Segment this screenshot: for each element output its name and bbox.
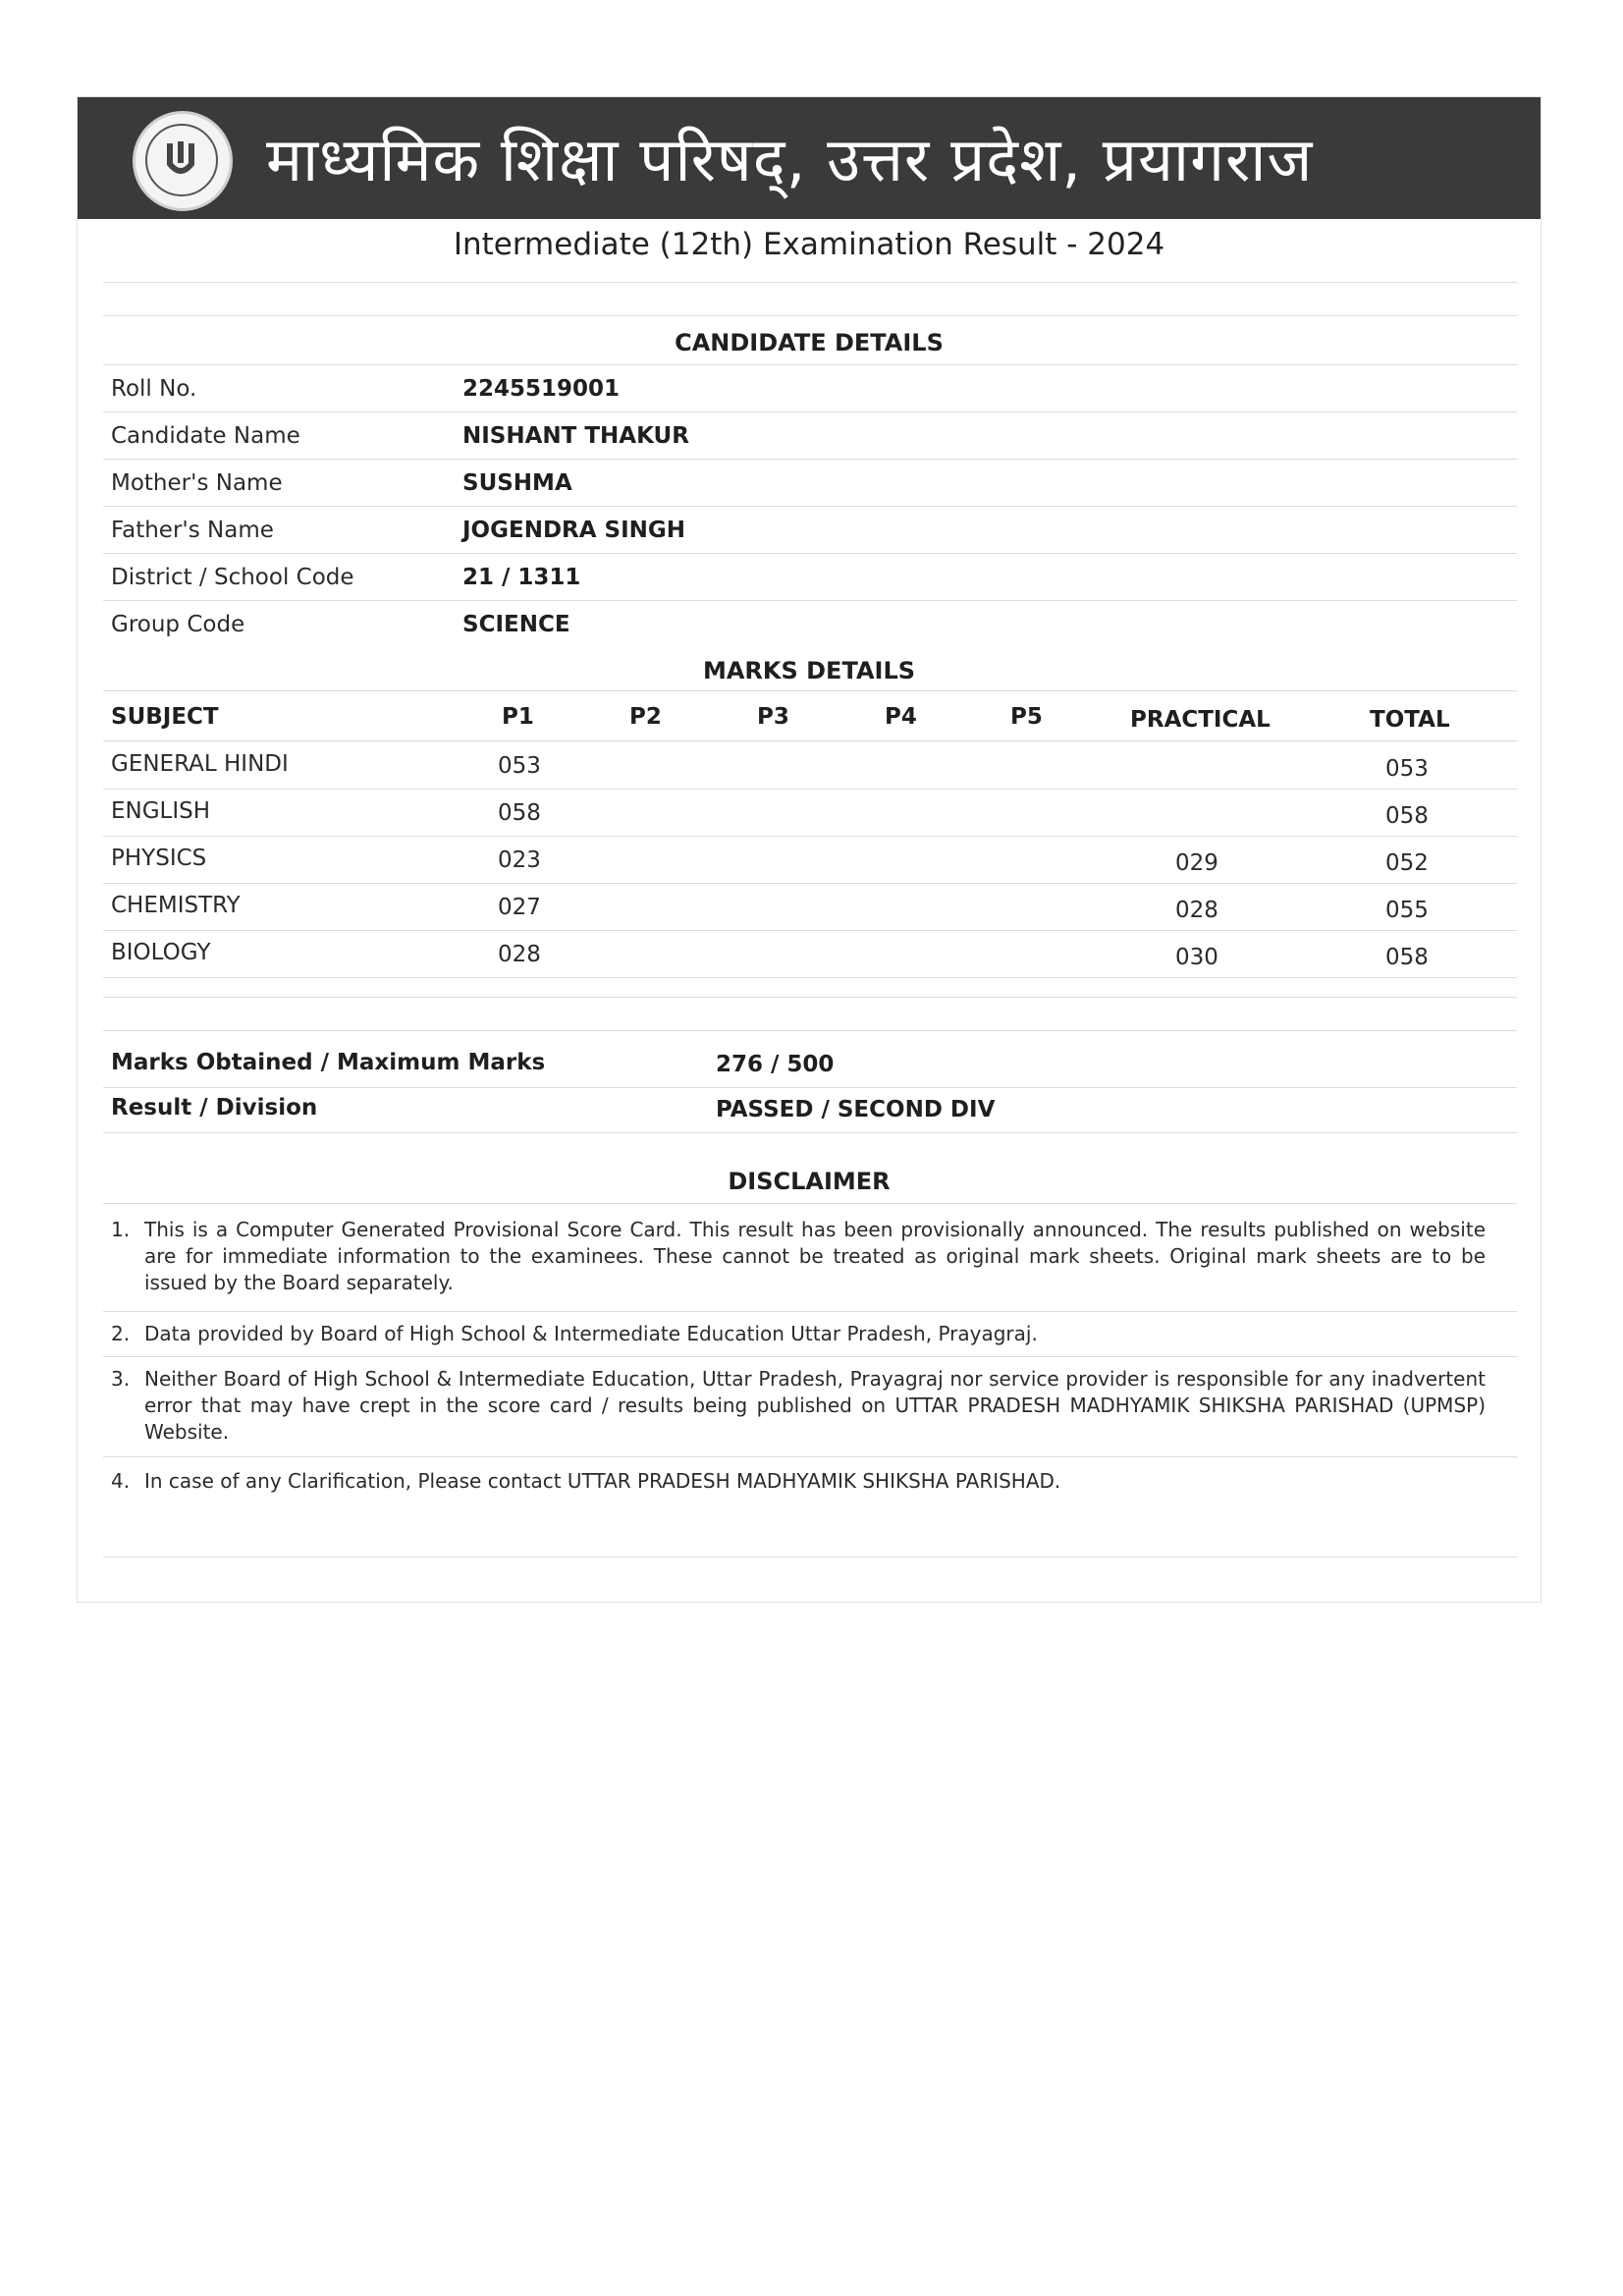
divider	[103, 997, 1517, 998]
subject-name: CHEMISTRY	[111, 893, 241, 918]
candidate-name-value: NISHANT THAKUR	[462, 423, 689, 449]
total-marks: 058	[1385, 945, 1429, 970]
district-school-code-label: District / School Code	[111, 565, 354, 590]
result-division-label: Result / Division	[111, 1095, 318, 1121]
disclaimer-item	[111, 1468, 1486, 1495]
divider	[103, 883, 1517, 884]
col-header-p1: P1	[502, 704, 534, 730]
disclaimer-text: Data provided by Board of High School & Intermediate Education Uttar Pradesh, Prayagraj.	[144, 1322, 1038, 1345]
divider	[103, 411, 1517, 412]
marks-obtained-value: 276 / 500	[716, 1052, 835, 1077]
divider	[103, 364, 1517, 365]
disclaimer-text: In case of any Clarification, Please contact UTTAR PRADESH MADHYAMIK SHIKSHA PARISHAD.	[144, 1469, 1061, 1493]
divider	[103, 1311, 1517, 1312]
subject-name: PHYSICS	[111, 846, 207, 871]
divider	[103, 789, 1517, 790]
candidate-details-title: CANDIDATE DETAILS	[675, 329, 944, 356]
col-header-p3: P3	[757, 704, 789, 730]
disclaimer-item	[111, 1321, 1486, 1347]
divider	[103, 1132, 1517, 1133]
roll-no-value: 2245519001	[462, 376, 621, 402]
total-marks: 055	[1385, 898, 1429, 923]
divider	[103, 600, 1517, 601]
divider	[103, 740, 1517, 741]
roll-no-label: Roll No.	[111, 376, 197, 402]
total-marks: 053	[1385, 756, 1429, 782]
subject-name: ENGLISH	[111, 798, 211, 824]
result-division-value: PASSED / SECOND DIV	[716, 1097, 996, 1122]
subject-name: BIOLOGY	[111, 940, 211, 965]
divider	[103, 553, 1517, 554]
col-header-practical: PRACTICAL	[1130, 707, 1271, 733]
father-name-label: Father's Name	[111, 518, 274, 543]
divider	[103, 1557, 1517, 1558]
group-code-value: SCIENCE	[462, 612, 570, 637]
candidate-name-label: Candidate Name	[111, 423, 300, 449]
mother-name-label: Mother's Name	[111, 470, 283, 496]
disclaimer-number: 4.	[111, 1469, 131, 1493]
marks-obtained-label: Marks Obtained / Maximum Marks	[111, 1050, 546, 1075]
divider	[103, 930, 1517, 931]
divider	[103, 1356, 1517, 1357]
divider	[103, 836, 1517, 837]
p1-marks: 053	[498, 753, 541, 779]
marks-details-title: MARKS DETAILS	[702, 657, 916, 684]
p1-marks: 028	[498, 942, 541, 967]
col-header-total: TOTAL	[1370, 707, 1450, 733]
district-school-code-value: 21 / 1311	[462, 565, 581, 590]
result-card	[77, 96, 1542, 1603]
divider	[103, 506, 1517, 507]
divider	[103, 1087, 1517, 1088]
p1-marks: 027	[498, 895, 541, 920]
divider	[103, 1203, 1517, 1204]
divider	[103, 1456, 1517, 1457]
board-seal-icon	[133, 111, 233, 211]
col-header-p4: P4	[885, 704, 917, 730]
col-header-subject: SUBJECT	[111, 704, 219, 730]
mother-name-value: SUSHMA	[462, 470, 572, 496]
board-name-hindi: माध्यमिक शिक्षा परिषद्, उत्तर प्रदेश, प्रयागराज	[266, 124, 1314, 195]
col-header-p5: P5	[1010, 704, 1043, 730]
divider	[103, 282, 1517, 283]
disclaimer-number: 1.	[111, 1218, 131, 1241]
divider	[103, 690, 1517, 691]
total-marks: 052	[1385, 850, 1429, 876]
practical-marks: 029	[1175, 850, 1218, 876]
header-banner	[78, 97, 1541, 219]
total-marks: 058	[1385, 803, 1429, 829]
group-code-label: Group Code	[111, 612, 245, 637]
disclaimer-item	[111, 1366, 1486, 1446]
divider	[103, 977, 1517, 978]
disclaimer-number: 2.	[111, 1322, 131, 1345]
col-header-p2: P2	[629, 704, 662, 730]
practical-marks: 030	[1175, 945, 1218, 970]
divider	[103, 1030, 1517, 1031]
divider	[103, 315, 1517, 316]
disclaimer-item	[111, 1217, 1486, 1296]
disclaimer-text: This is a Computer Generated Provisional Score Card. This result has been provisionally announced. The results published on website are for immediate information to the examinees. These cannot be treated as original mark sheets. Original mark sheets are to be issued by the Board separately.	[144, 1218, 1486, 1294]
p1-marks: 058	[498, 800, 541, 826]
disclaimer-title: DISCLAIMER	[728, 1168, 891, 1195]
exam-title: Intermediate (12th) Examination Result - 2024	[453, 227, 1165, 262]
p1-marks: 023	[498, 847, 541, 873]
father-name-value: JOGENDRA SINGH	[462, 518, 686, 543]
disclaimer-text: Neither Board of High School & Intermediate Education, Uttar Pradesh, Prayagraj nor service provider is responsible for any inadvertent error that may have crept in the score card / results being published on UTTAR PRADESH MADHYAMIK SHIKSHA PARISHAD (UPMSP) Website.	[144, 1367, 1486, 1444]
disclaimer-number: 3.	[111, 1367, 131, 1391]
divider	[103, 459, 1517, 460]
subject-name: GENERAL HINDI	[111, 751, 289, 777]
practical-marks: 028	[1175, 898, 1218, 923]
